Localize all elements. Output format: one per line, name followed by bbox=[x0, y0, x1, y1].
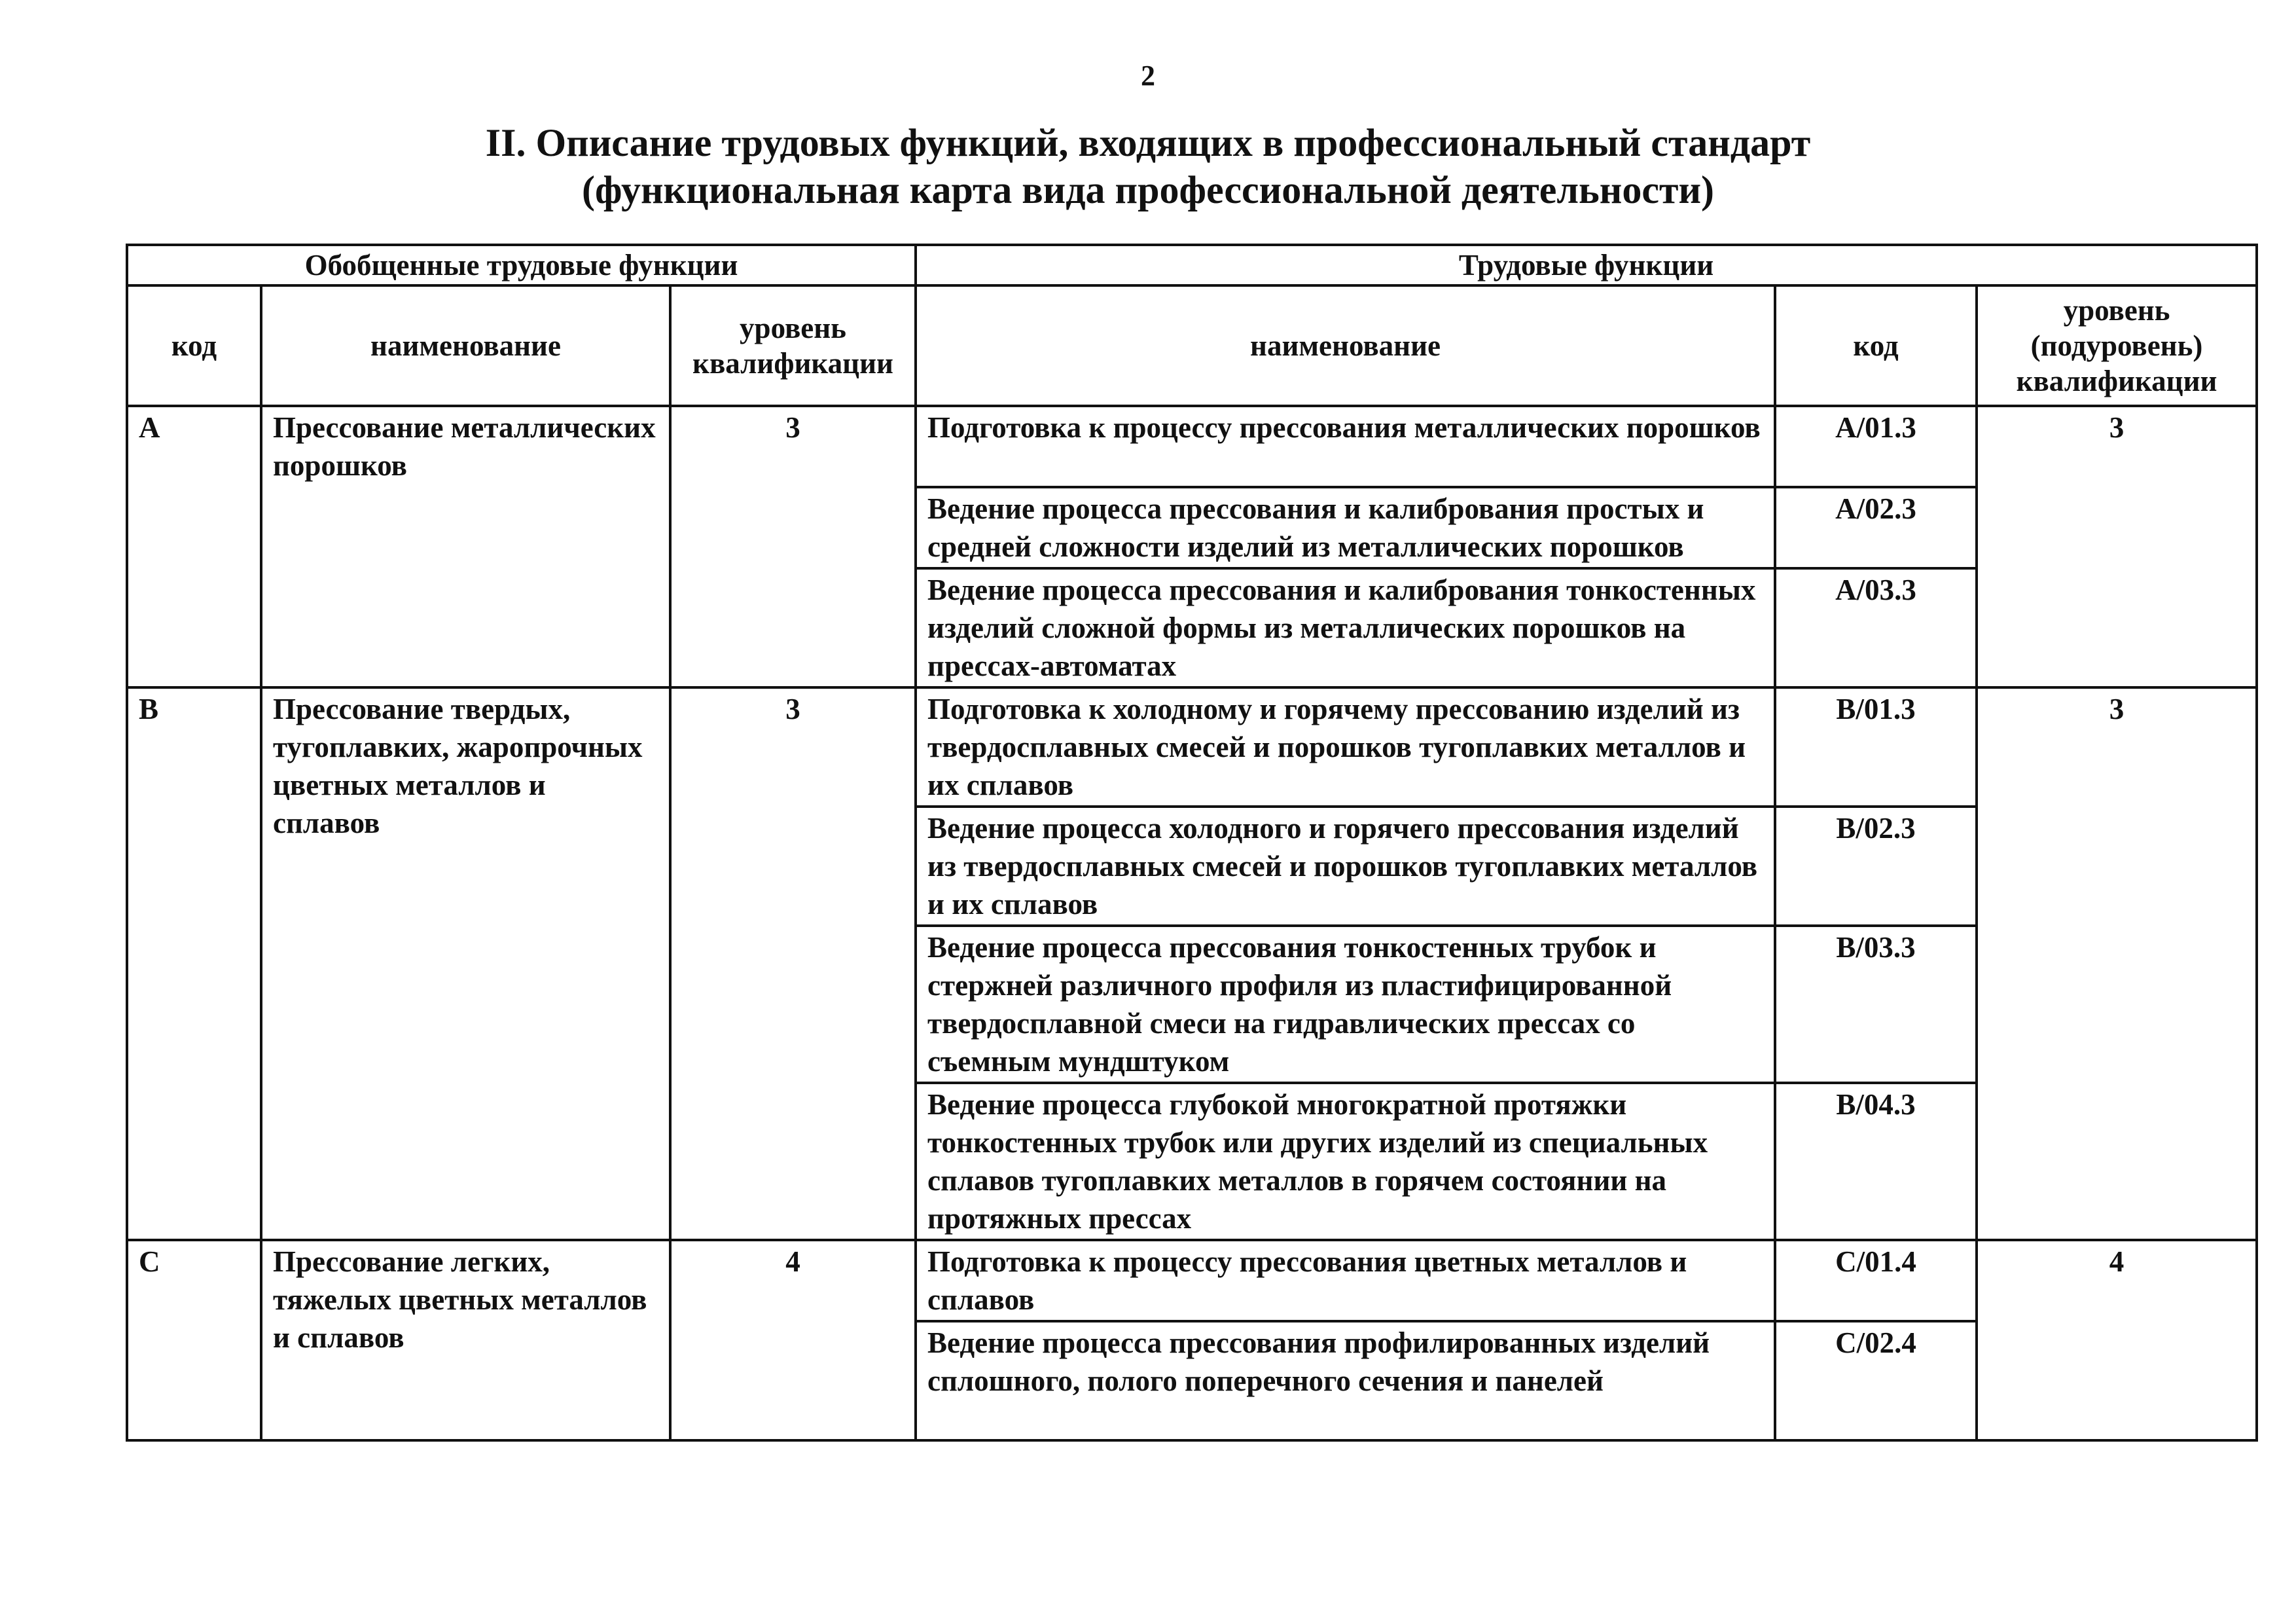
tf-code-cell: B/01.3 bbox=[1775, 687, 1977, 807]
column-header-row bbox=[127, 285, 2257, 406]
tf-code-cell: A/01.3 bbox=[1775, 406, 1977, 487]
gf-code-cell: B bbox=[127, 687, 261, 1240]
tf-name-cell: Подготовка к холодному и горячему прессованию изделий из твердосплавных смесей и порошков тугоплавких металлов и их сплавов bbox=[916, 687, 1775, 807]
tf-name-cell: Ведение процесса глубокой многократной протяжки тонкостенных трубок или других изделий из специальных сплавов тугоплавких металлов в горячем состоянии на протяжных прессах bbox=[916, 1083, 1775, 1240]
tf-name-cell: Ведение процесса прессования и калибрования тонкостенных изделий сложной формы из металлических порошков на прессах-автоматах bbox=[916, 568, 1775, 687]
page-number: 2 bbox=[1141, 60, 1155, 92]
gf-level-cell: 4 bbox=[670, 1240, 916, 1440]
section-title-line-2: (функциональная карта вида профессиональной деятельности) bbox=[581, 168, 1714, 211]
tf-code-cell: A/03.3 bbox=[1775, 568, 1977, 687]
tf-name-cell: Ведение процесса прессования тонкостенных трубок и стержней различного профиля из пластифицированной твердосплавной смеси на гидравлических прессах со съемным мундштуком bbox=[916, 926, 1775, 1083]
labor-functions-header: Трудовые функции bbox=[916, 245, 2257, 285]
tf-level-cell: 3 bbox=[1977, 687, 2257, 1240]
generalized-functions-header: Обобщенные трудовые функции bbox=[127, 245, 916, 285]
tf-name-cell: Ведение процесса холодного и горячего прессования изделий из твердосплавных смесей и порошков тугоплавких металлов и их сплавов bbox=[916, 807, 1775, 926]
tf-code-header: код bbox=[1775, 285, 1977, 406]
group-header-row bbox=[127, 245, 2257, 285]
functional-map-table bbox=[126, 244, 2258, 1442]
tf-code-cell: C/02.4 bbox=[1775, 1321, 1977, 1440]
tf-name-cell: Ведение процесса прессования профилированных изделий сплошного, полого поперечного сечения и панелей bbox=[916, 1321, 1775, 1440]
section-title bbox=[0, 119, 2296, 213]
tf-code-cell: C/01.4 bbox=[1775, 1240, 1977, 1321]
tf-level-cell: 4 bbox=[1977, 1240, 2257, 1440]
gf-level-cell: 3 bbox=[670, 687, 916, 1240]
tf-name-cell: Ведение процесса прессования и калибрования простых и средней сложности изделий из металлических порошков bbox=[916, 487, 1775, 568]
tf-level-cell: 3 bbox=[1977, 406, 2257, 687]
table-row bbox=[127, 1240, 2257, 1321]
gf-code-cell: C bbox=[127, 1240, 261, 1440]
tf-name-cell: Подготовка к процессу прессования металлических порошков bbox=[916, 406, 1775, 487]
tf-code-cell: B/03.3 bbox=[1775, 926, 1977, 1083]
gf-level-cell: 3 bbox=[670, 406, 916, 687]
table-row bbox=[127, 687, 2257, 807]
tf-level-header: уровень (подуровень) квалификации bbox=[1977, 285, 2257, 406]
tf-code-cell: B/02.3 bbox=[1775, 807, 1977, 926]
tf-code-cell: B/04.3 bbox=[1775, 1083, 1977, 1240]
gf-name-cell: Прессование твердых, тугоплавких, жаропрочных цветных металлов и сплавов bbox=[261, 687, 670, 1240]
gf-name-cell: Прессование металлических порошков bbox=[261, 406, 670, 687]
gf-code-header: код bbox=[127, 285, 261, 406]
gf-name-header: наименование bbox=[261, 285, 670, 406]
tf-code-cell: A/02.3 bbox=[1775, 487, 1977, 568]
table-row bbox=[127, 406, 2257, 487]
gf-level-header: уровень квалификации bbox=[670, 285, 916, 406]
section-title-line-1: II. Описание трудовых функций, входящих в профессиональный стандарт bbox=[485, 121, 1811, 164]
tf-name-cell: Подготовка к процессу прессования цветных металлов и сплавов bbox=[916, 1240, 1775, 1321]
gf-code-cell: A bbox=[127, 406, 261, 687]
tf-name-header: наименование bbox=[916, 285, 1775, 406]
gf-name-cell: Прессование легких, тяжелых цветных металлов и сплавов bbox=[261, 1240, 670, 1440]
